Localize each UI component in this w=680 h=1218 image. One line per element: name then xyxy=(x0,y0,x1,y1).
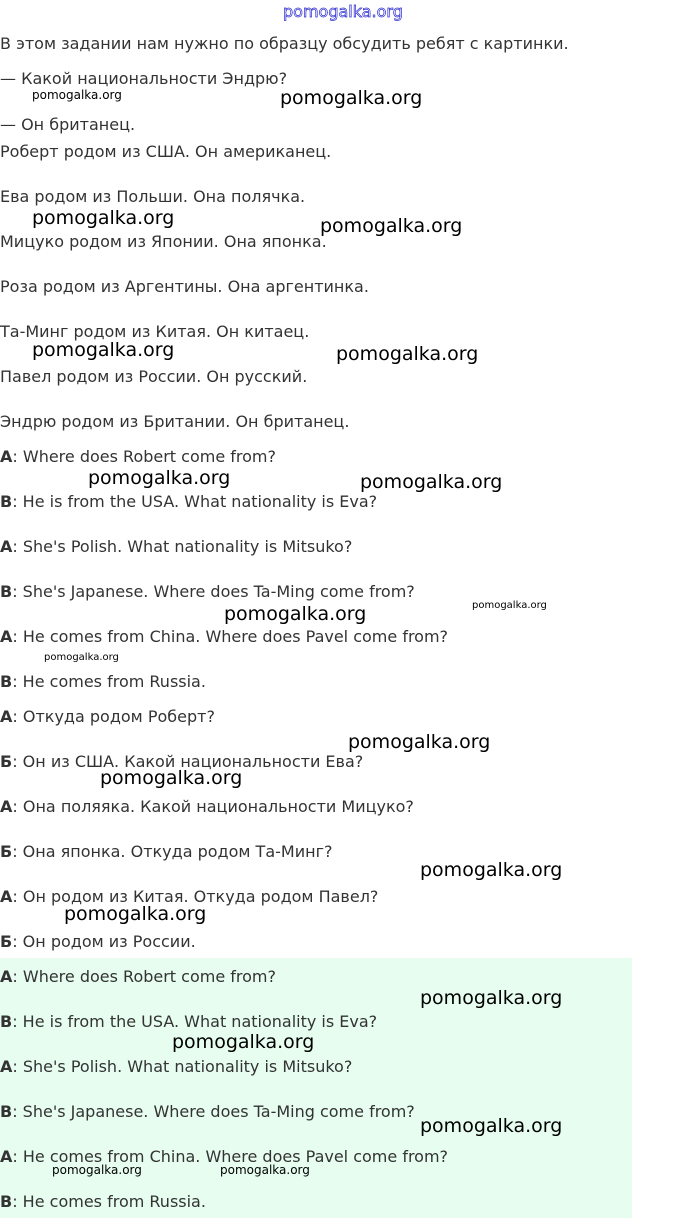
statement-andrew: Эндрю родом из Британии. Он британец. xyxy=(0,412,350,431)
watermark: pomogalka.org xyxy=(52,1163,142,1177)
watermark: pomogalka.org xyxy=(224,603,367,625)
dialog-line: B: He is from the USA. What nationality is Eva? xyxy=(0,492,378,511)
watermark: pomogalka.org xyxy=(220,1163,310,1177)
answer-line: A: Where does Robert come from? xyxy=(0,967,276,986)
task-intro: В этом задании нам нужно по образцу обсудить ребят с картинки. xyxy=(0,34,569,53)
watermark: pomogalka.org xyxy=(420,859,563,881)
watermark: pomogalka.org xyxy=(420,1115,563,1137)
statement-pavel: Павел родом из России. Он русский. xyxy=(0,367,308,386)
dialog-line-ru: А: Он родом из Китая. Откуда родом Павел? xyxy=(0,887,379,906)
answer-line: A: He comes from China. Where does Pavel come from? xyxy=(0,1147,449,1166)
watermark: pomogalka.org xyxy=(32,339,175,361)
dialog-line: A: He comes from China. Where does Pavel come from? xyxy=(0,627,449,646)
watermark: pomogalka.org xyxy=(100,767,243,789)
watermark: pomogalka.org xyxy=(32,88,122,102)
statement-taming: Та-Минг родом из Китая. Он китаец. xyxy=(0,322,310,341)
statement-mitsuko: Мицуко родом из Японии. Она японка. xyxy=(0,232,327,251)
dialog-line-ru: Б: Он родом из России. xyxy=(0,932,196,951)
watermark: pomogalka.org xyxy=(44,652,119,663)
watermark: pomogalka.org xyxy=(280,87,423,109)
watermark: pomogalka.org xyxy=(420,987,563,1009)
watermark: pomogalka.org xyxy=(472,600,547,611)
dialog-line: A: Where does Robert come from? xyxy=(0,447,276,466)
watermark: pomogalka.org xyxy=(32,207,175,229)
watermark: pomogalka.org xyxy=(64,903,207,925)
dialog-line-ru: А: Она поляяка. Какой национальности Мицуко? xyxy=(0,797,414,816)
dialog-line: B: She's Japanese. Where does Ta-Ming come from? xyxy=(0,582,415,601)
answer-line: B: He is from the USA. What nationality is Eva? xyxy=(0,1012,378,1031)
answer-line: A: She's Polish. What nationality is Mitsuko? xyxy=(0,1057,353,1076)
dialog-line: A: She's Polish. What nationality is Mitsuko? xyxy=(0,537,353,556)
watermark: pomogalka.org xyxy=(336,343,479,365)
statement-robert: Роберт родом из США. Он американец. xyxy=(0,142,332,161)
sample-answer: — Он британец. xyxy=(0,115,136,134)
watermark: pomogalka.org xyxy=(172,1031,315,1053)
statement-eva: Ева родом из Польши. Она полячка. xyxy=(0,187,306,206)
dialog-line-ru: А: Откуда родом Роберт? xyxy=(0,707,215,726)
answer-line: B: He comes from Russia. xyxy=(0,1192,206,1211)
watermark: pomogalka.org xyxy=(88,467,231,489)
watermark: pomogalka.org xyxy=(348,731,491,753)
dialog-line-ru: Б: Она японка. Откуда родом Та-Минг? xyxy=(0,842,333,861)
dialog-line-ru: Б: Он из США. Какой национальности Ева? xyxy=(0,752,364,771)
dialog-line: B: He comes from Russia. xyxy=(0,672,206,691)
answer-line: B: She's Japanese. Where does Ta-Ming come from? xyxy=(0,1102,415,1121)
site-watermark-header: pomogalka.org xyxy=(283,2,403,21)
watermark: pomogalka.org xyxy=(360,471,503,493)
sample-question: — Какой национальности Эндрю? xyxy=(0,69,288,88)
statement-rosa: Роза родом из Аргентины. Она аргентинка. xyxy=(0,277,369,296)
watermark: pomogalka.org xyxy=(320,215,463,237)
